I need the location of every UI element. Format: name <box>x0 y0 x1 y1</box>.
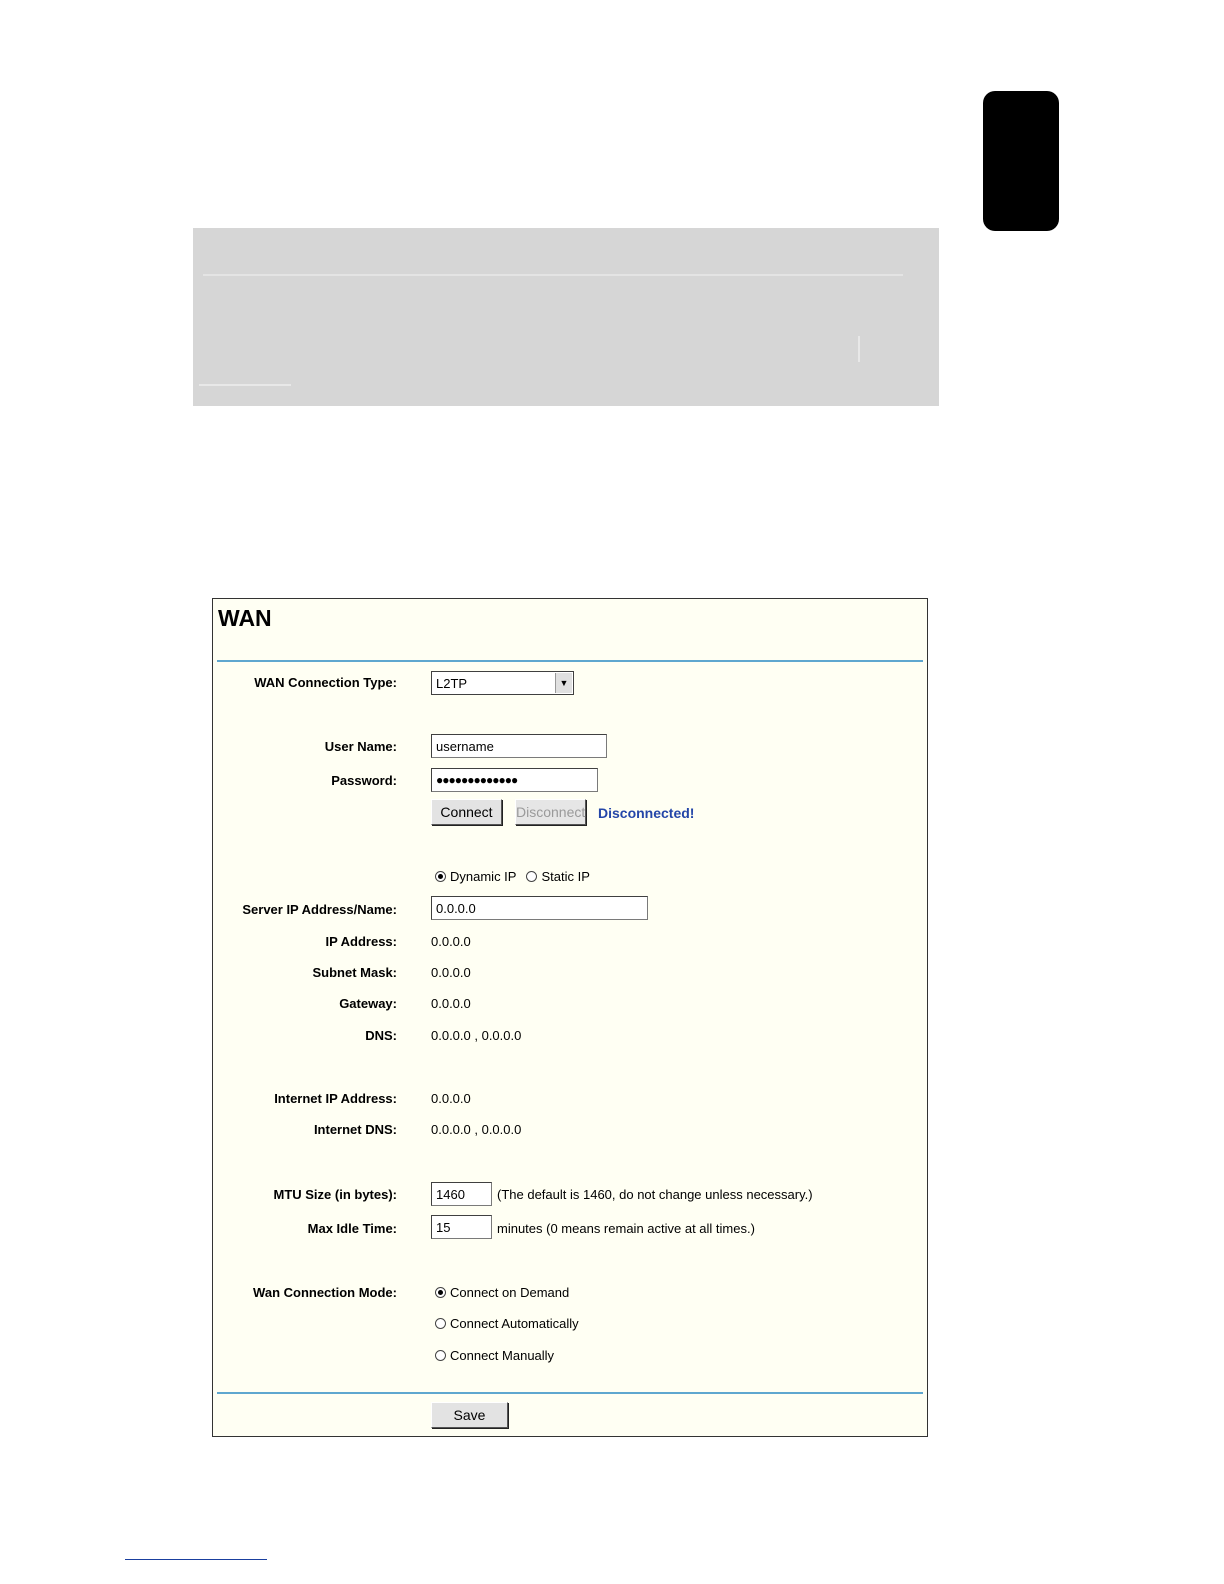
ip-address-label: IP Address: <box>325 934 397 949</box>
subnet-mask-value: 0.0.0.0 <box>431 965 471 980</box>
mode-demand-label: Connect on Demand <box>450 1285 570 1300</box>
password-label: Password: <box>331 773 397 788</box>
mode-manual-radio[interactable] <box>435 1350 446 1361</box>
connect-button[interactable]: Connect <box>431 799 502 825</box>
note-underline <box>199 384 291 386</box>
bottom-divider <box>217 1392 923 1394</box>
gateway-label: Gateway: <box>339 996 397 1011</box>
mtu-hint: (The default is 1460, do not change unless necessary.) <box>497 1187 813 1202</box>
mode-auto-label: Connect Automatically <box>450 1316 579 1331</box>
static-ip-label: Static IP <box>541 869 590 884</box>
static-ip-radio[interactable] <box>526 871 537 882</box>
mode-option-auto[interactable] <box>435 1316 579 1331</box>
mode-option-manual[interactable] <box>435 1348 554 1363</box>
mtu-label: MTU Size (in bytes): <box>273 1187 397 1202</box>
ip-mode-group <box>435 869 590 884</box>
idle-time-label: Max Idle Time: <box>307 1221 397 1236</box>
user-name-input[interactable] <box>431 734 607 758</box>
internet-dns-label: Internet DNS: <box>313 1122 397 1137</box>
wan-panel <box>212 598 928 1437</box>
save-button[interactable]: Save <box>431 1402 508 1428</box>
dns-label: DNS: <box>365 1028 397 1043</box>
ip-address-value: 0.0.0.0 <box>431 934 471 949</box>
connection-type-label: WAN Connection Type: <box>254 675 397 690</box>
chapter-tab <box>983 91 1059 231</box>
connection-type-select[interactable] <box>431 671 574 695</box>
dynamic-ip-radio[interactable] <box>435 871 446 882</box>
internet-ip-value: 0.0.0.0 <box>431 1091 471 1106</box>
mtu-input[interactable] <box>431 1182 492 1206</box>
footer-rule <box>125 1559 267 1560</box>
password-input[interactable] <box>431 768 598 792</box>
gateway-value: 0.0.0.0 <box>431 996 471 1011</box>
server-input[interactable] <box>431 896 648 920</box>
idle-time-hint: minutes (0 means remain active at all times.) <box>497 1221 755 1236</box>
idle-time-input[interactable] <box>431 1215 492 1239</box>
connection-type-value: L2TP <box>436 676 468 691</box>
mode-manual-label: Connect Manually <box>450 1348 555 1363</box>
page-title: WAN <box>218 605 272 631</box>
note-mark <box>858 336 860 362</box>
top-divider <box>217 660 923 662</box>
mode-option-demand[interactable] <box>435 1285 569 1300</box>
internet-dns-value: 0.0.0.0 , 0.0.0.0 <box>431 1122 522 1137</box>
note-box <box>193 228 939 406</box>
disconnect-button[interactable]: Disconnect <box>515 799 586 825</box>
connection-mode-label: Wan Connection Mode: <box>253 1285 397 1300</box>
internet-ip-label: Internet IP Address: <box>274 1091 397 1106</box>
server-label: Server IP Address/Name: <box>242 902 397 917</box>
connection-status: Disconnected! <box>598 805 695 821</box>
chevron-down-icon[interactable]: ▼ <box>555 673 572 693</box>
dynamic-ip-label: Dynamic IP <box>450 869 517 884</box>
user-name-label: User Name: <box>324 739 397 754</box>
mode-auto-radio[interactable] <box>435 1318 446 1329</box>
note-divider <box>203 274 903 276</box>
subnet-mask-label: Subnet Mask: <box>312 965 397 980</box>
dns-value: 0.0.0.0 , 0.0.0.0 <box>431 1028 522 1043</box>
mode-demand-radio[interactable] <box>435 1287 446 1298</box>
